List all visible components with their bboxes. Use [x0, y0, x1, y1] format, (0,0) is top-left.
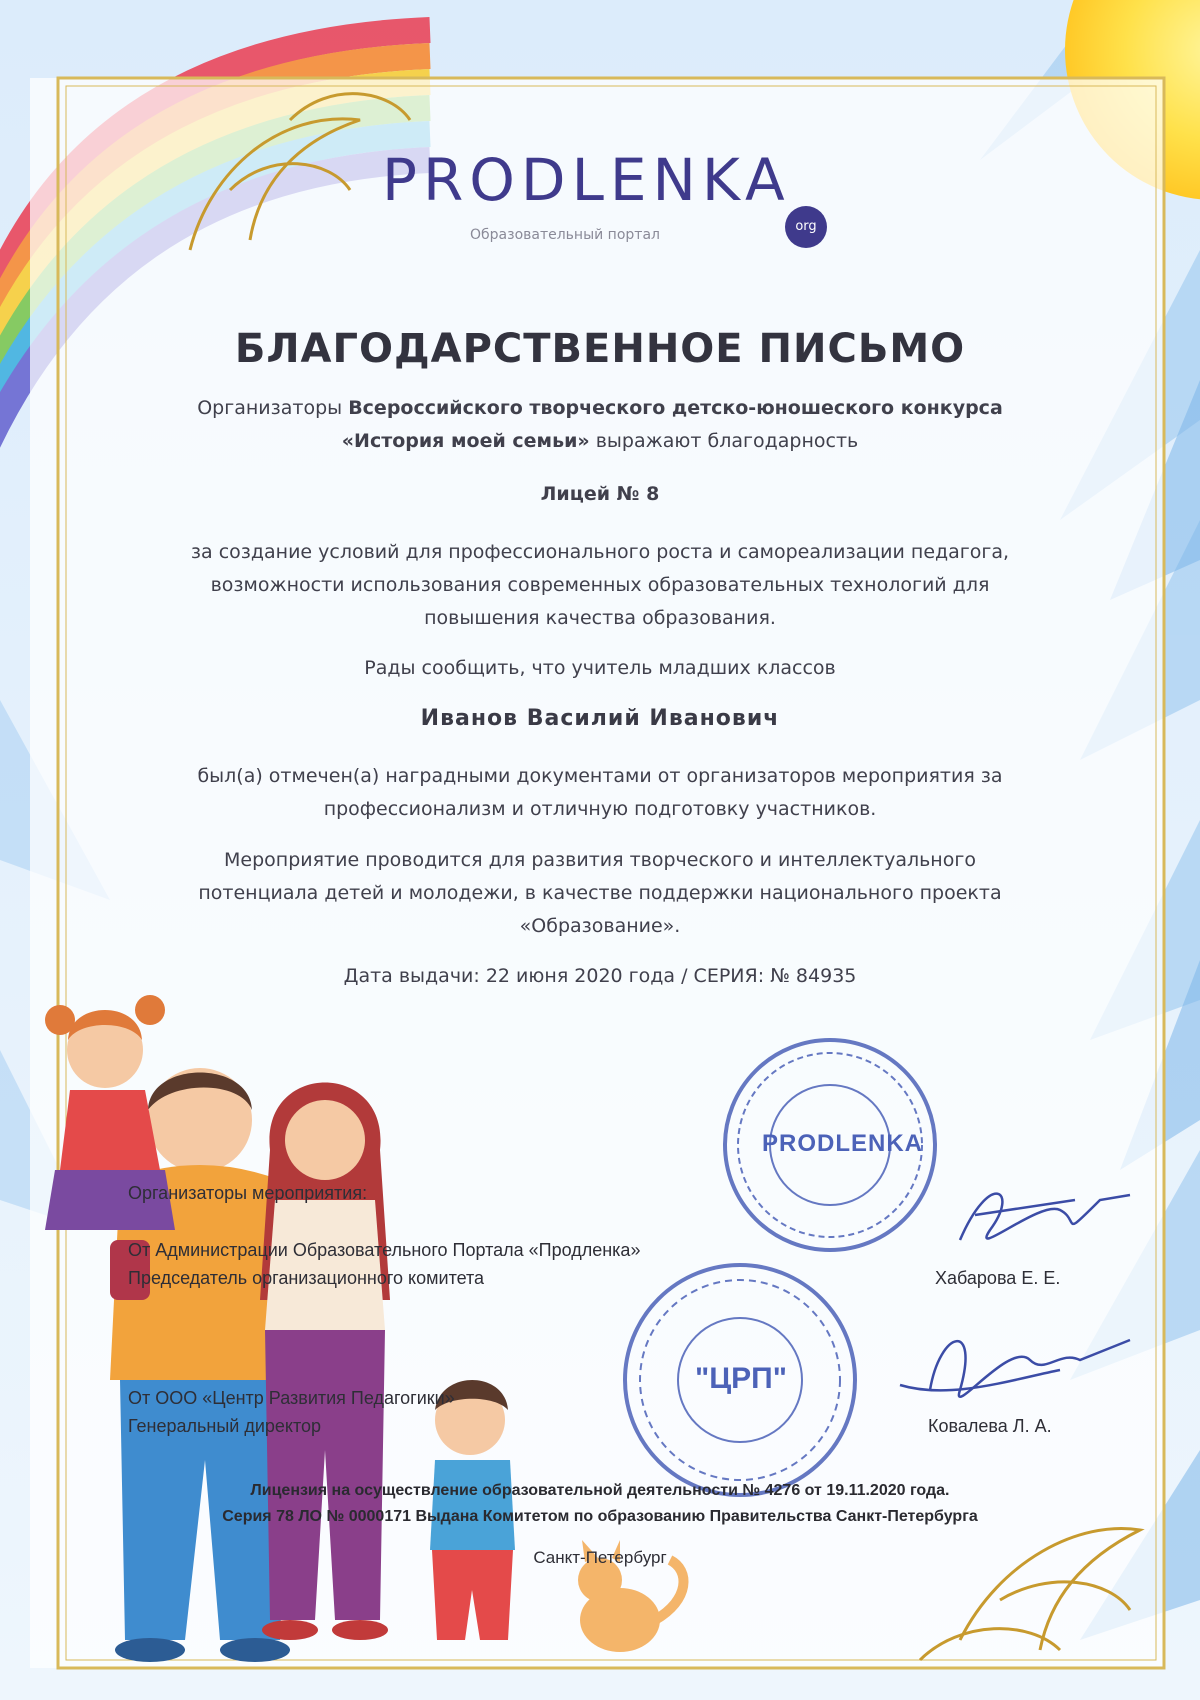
issue-line: Дата выдачи: 22 июня 2020 года / СЕРИЯ: № 84935	[343, 965, 857, 987]
license-line-2: Серия 78 ЛО № 0000171 Выдана Комитетом по образованию Правительства Санкт-Петербурга	[222, 1508, 978, 1525]
award-line-2: профессионализм и отличную подготовку участников.	[323, 798, 877, 820]
logo-badge: org	[785, 206, 827, 248]
city: Санкт-Петербург	[533, 1548, 667, 1567]
org1-line-1: От Администрации Образовательного Портала «Продленка»	[128, 1240, 641, 1260]
reason-line-1: за создание условий для профессионального роста и самореализации педагога,	[190, 541, 1010, 563]
logo-subtitle: Образовательный портал	[470, 227, 660, 243]
award-line-1: был(а) отмечен(а) наградными документами от организаторов мероприятия за	[197, 765, 1003, 787]
intro-line-2	[0, 425, 1200, 458]
report-line: Рады сообщить, что учитель младших классов	[364, 657, 836, 679]
brand-logo: PRODLENKA	[382, 146, 791, 214]
stamp1-text: PRODLENKA	[762, 1130, 924, 1157]
purpose-line-2: потенциала детей и молодежи, в качестве поддержки национального проекта	[198, 882, 1002, 904]
contest-name: Всероссийского творческого детско-юношеского конкурса	[348, 397, 1003, 419]
organizers-heading: Организаторы мероприятия:	[128, 1183, 368, 1203]
org1-signer: Хабарова Е. Е.	[935, 1268, 1061, 1288]
org2-line-1: От ООО «Центр Развития Педагогики»	[128, 1388, 455, 1408]
recipient-org: Лицей № 8	[540, 483, 660, 505]
purpose-line-1: Мероприятие проводится для развития творческого и интеллектуального	[224, 849, 976, 871]
stamp2-text: "ЦРП"	[695, 1362, 787, 1395]
contest-title: «История моей семьи»	[341, 430, 590, 452]
license-line-1: Лицензия на осуществление образовательной деятельности № 4276 от 19.11.2020 года.	[250, 1482, 950, 1499]
org2-signer: Ковалева Л. А.	[928, 1416, 1052, 1436]
teacher-name: Иванов Василий Иванович	[420, 706, 780, 731]
reason-line-2: возможности использования современных образовательных технологий для	[210, 574, 990, 596]
intro-suffix: выражают благодарность	[595, 430, 859, 452]
purpose-line-3: «Образование».	[519, 915, 681, 937]
intro-line-1	[0, 392, 1200, 425]
intro-prefix: Организаторы	[197, 397, 343, 419]
page-title: БЛАГОДАРСТВЕННОЕ ПИСЬМО	[234, 326, 966, 372]
reason-line-3: повышения качества образования.	[424, 607, 776, 629]
org2-line-2: Генеральный директор	[128, 1416, 322, 1436]
org1-line-2: Председатель организационного комитета	[128, 1268, 485, 1288]
